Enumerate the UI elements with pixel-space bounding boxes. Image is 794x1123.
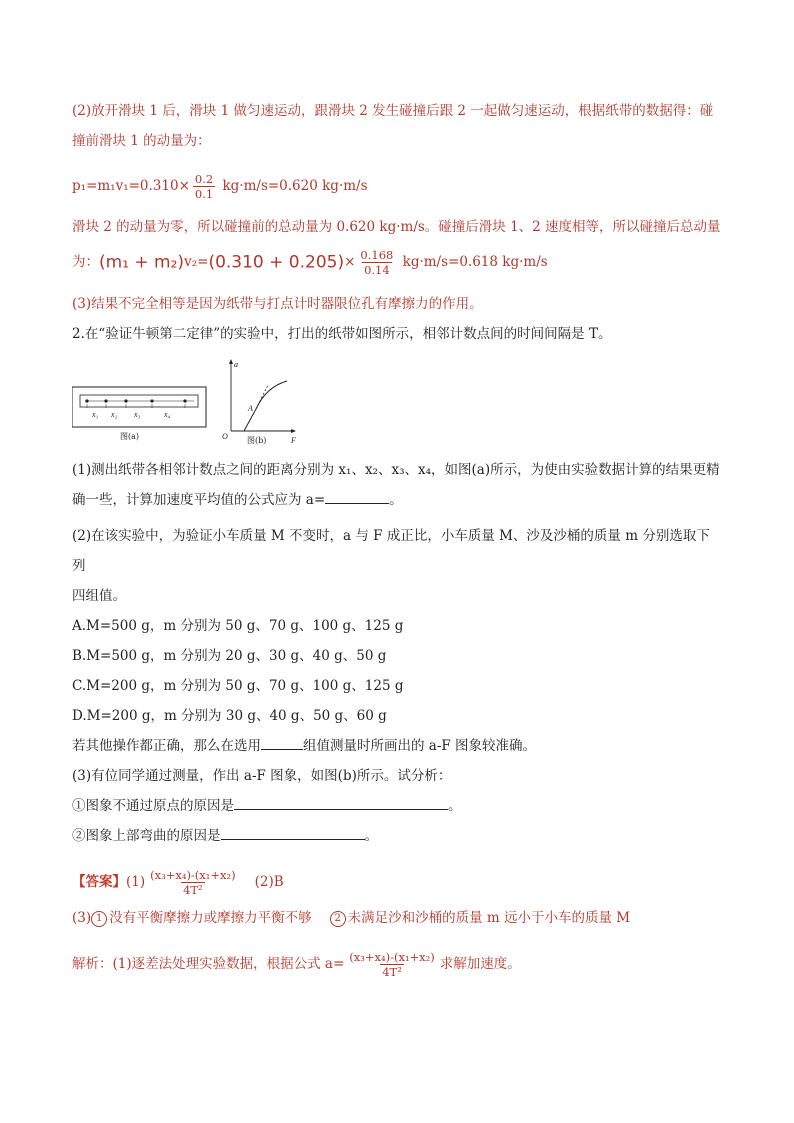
fraction-velocity-1: $\frac{0.2}{0.1}$ xyxy=(194,172,214,201)
label-x3: x₃ xyxy=(134,409,141,419)
answer-line: 【答案】(1) $\frac{\text{(x₃+x₄)-(x₁+x₂)}}{\text{4T²}}$ (2)B xyxy=(72,867,284,897)
answer-blank-3[interactable] xyxy=(234,795,448,810)
figures xyxy=(72,357,722,449)
label-x2: x₂ xyxy=(111,409,118,419)
circled-number-2: 2 xyxy=(330,911,346,927)
label-x4: x₄ xyxy=(164,409,171,419)
question-1-line1: (1)测出纸带各相邻计数点之间的距离分别为 x₁、x₂、x₃、x₄，如图(a)所示，为使由实验数据计算的结果更精 xyxy=(72,461,720,478)
total-momentum-equation: 为：(m₁ + m₂)v₂=(0.310 + 0.205)× $\frac{0.168}{0.14}$ kg·m/s=0.618 kg·m/s xyxy=(72,248,548,277)
answer-1-fraction: $\frac{\text{(x₃+x₄)-(x₁+x₂)}}{\text{4T²}}$ xyxy=(150,867,236,897)
question-3-sub2: ②图象上部弯曲的原因是 。 xyxy=(72,821,722,851)
figure-b-caption: 图(b) xyxy=(247,435,267,445)
question-3: (3)有位同学通过测量，作出 a-F 图象，如图(b)所示。试分析： xyxy=(72,767,452,784)
explanation-line: 解析：(1)逐差法处理实验数据，根据公式 a= $\frac{\text{(x₃+x₄)-(x₁+x₂)}}{\text{4T²}}$ 求解加速度。 xyxy=(72,949,521,979)
question-1-line2: 确一些，计算加速度平均值的公式应为 a= 。 xyxy=(72,485,722,515)
axis-a-label: a xyxy=(234,359,238,369)
figure-svg xyxy=(72,357,312,449)
figure-a-paper-tape xyxy=(72,387,206,441)
question-2-line1: (2)在该实验中，为验证小车质量 M 不变时，a 与 F 成正比，小车质量 M、沙及沙桶的质量 m 分别选取下列 xyxy=(72,527,710,574)
option-c: C.M=200 g，m 分别为 50 g、70 g、100 g、125 g xyxy=(72,677,404,694)
prev-answer-part2-line1: (2)放开滑块 1 后，滑块 1 做匀速运动，跟滑块 2 发生碰撞后跟 2 一起做匀速运动，根据纸带的数据得：碰 xyxy=(72,103,714,119)
page-content xyxy=(72,96,722,985)
prev-answer-part2-line2: 撞前滑块 1 的动量为： xyxy=(72,133,211,149)
total-momentum-line1: 滑块 2 的动量为零，所以碰撞前的总动量为 0.620 kg·m/s。碰撞后滑块 1、2 速度相等，所以碰撞后总动量 xyxy=(72,219,721,235)
question-3-sub1: ①图象不通过原点的原因是 。 xyxy=(72,791,722,821)
point-A-label: A xyxy=(248,403,253,413)
option-d: D.M=200 g，m 分别为 30 g、40 g、50 g、60 g xyxy=(72,707,387,724)
question-stem: 2.在“验证牛顿第二定律”的实验中，打出的纸带如图所示，相邻计数点间的时间间隔是 T。 xyxy=(72,325,612,342)
figure-a-caption: 图(a) xyxy=(120,431,140,441)
answer-tag: 【答案】 xyxy=(72,873,126,890)
option-b: B.M=500 g，m 分别为 20 g、30 g、40 g、50 g xyxy=(72,647,387,664)
circled-number-1: 1 xyxy=(91,911,107,927)
answer-blank-2[interactable] xyxy=(261,735,303,750)
fraction-velocity-2: $\frac{0.168}{0.14}$ xyxy=(360,248,394,277)
question-2-tail: 若其他操作都正确，那么在选用 组值测量时所画出的 a-F 图象较准确。 xyxy=(72,731,722,761)
answer-blank-1[interactable] xyxy=(325,489,389,504)
question-2-line2: 四组值。 xyxy=(72,587,126,604)
figure-b-graph xyxy=(222,359,296,445)
origin-label: O xyxy=(222,431,228,441)
prev-answer-part3: (3)结果不完全相等是因为纸带与打点计时器限位孔有摩擦力的作用。 xyxy=(72,295,483,312)
label-x1: x₁ xyxy=(92,409,99,419)
axis-F-label: F xyxy=(291,435,296,445)
answer-3-line: (3) 1 没有平衡摩擦力或摩擦力平衡不够 2 未满足沙和沙桶的质量 m 远小于小车的质量 M xyxy=(72,909,631,926)
option-a: A.M=500 g，m 分别为 50 g、70 g、100 g、125 g xyxy=(72,617,404,634)
momentum-before-equation: p₁=m₁v₁=0.310× $\frac{0.2}{0.1}$ kg·m/s=0.620 kg·m/s xyxy=(72,172,368,201)
explanation-fraction: $\frac{\text{(x₃+x₄)-(x₁+x₂)}}{\text{4T²}}$ xyxy=(349,949,435,979)
answer-blank-4[interactable] xyxy=(221,825,365,840)
